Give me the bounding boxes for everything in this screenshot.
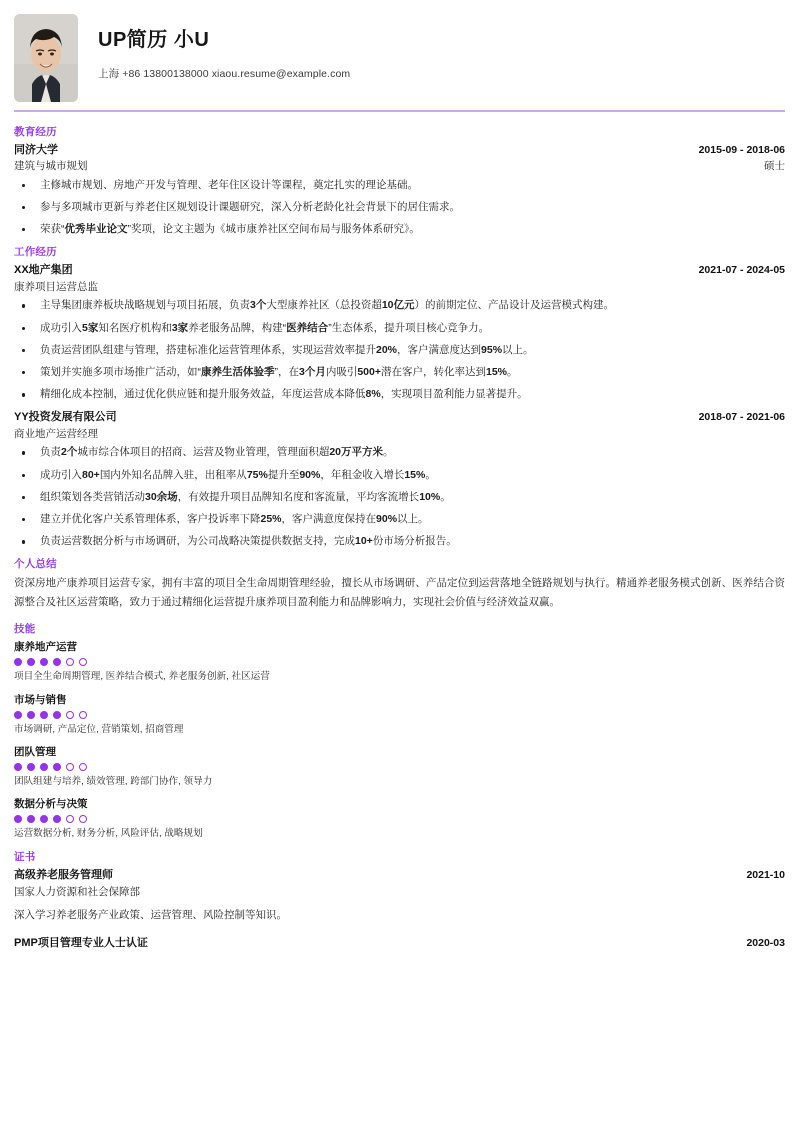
work-date: 2018-07 - 2021-06 [698,411,785,424]
list-item: 成功引入5家知名医疗机构和3家养老服务品牌，构建“医养结合”生态体系，提升项目核心竞争力。 [14,321,785,336]
skill-dot-empty [79,658,87,666]
work-date: 2021-07 - 2024-05 [698,264,785,277]
certificate-name: PMP项目管理专业人士认证 [14,937,148,950]
work-bullets [14,445,785,549]
skill-keywords: 项目全生命周期管理, 医养结合模式, 养老服务创新, 社区运营 [14,671,270,683]
work-entry [14,409,785,549]
skill-dot-filled [14,658,22,666]
skill-dot-filled [53,658,61,666]
work-role: 商业地产运营经理 [14,428,98,441]
skill-item [14,639,785,684]
list-item: 策划并实施多项市场推广活动，如“康养生活体验季”，在3个月内吸引500+潜在客户，转化率达到15%。 [14,365,785,380]
skill-level-dots [14,658,785,666]
header-divider [14,110,785,112]
list-item: 荣获“优秀毕业论文”奖项，论文主题为《城市康养社区空间布局与服务体系研究》。 [14,222,785,237]
page-title: UP简历 小U [98,29,210,51]
spacer [14,613,785,621]
certificate-date: 2021-10 [746,868,785,881]
section-title-skills: 技能 [14,623,36,636]
work-role: 康养项目运营总监 [14,281,98,294]
skills-list [14,639,785,842]
certificate-entry [14,867,785,923]
work-bullets [14,298,785,402]
section-work [14,244,785,549]
skill-keywords: 市场调研, 产品定位, 营销策划, 招商管理 [14,723,184,735]
skill-dot-filled [14,815,22,823]
contact-line: 上海 +86 13800138000 xiaou.resume@example.com [98,68,351,80]
skill-item [14,692,785,737]
resume-header [14,0,785,104]
skill-dot-filled [27,763,35,771]
list-item: 组织策划各类营销活动30余场，有效提升项目品牌知名度和客流量，平均客流增长10%。 [14,490,785,505]
education-major: 建筑与城市规划 [14,160,88,173]
section-education [14,124,785,238]
list-item: 精细化成本控制，通过优化供应链和提升服务效益，年度运营成本降低8%，实现项目盈利能力显著提升。 [14,387,785,402]
company-name: YY投资发展有限公司 [14,411,117,424]
skill-dot-empty [66,763,74,771]
skill-dot-filled [53,711,61,719]
skill-dot-filled [14,763,22,771]
skill-dot-empty [79,815,87,823]
certificate-name: 高级养老服务管理师 [14,868,113,881]
list-item: 主导集团康养板块战略规划与项目拓展，负责3个大型康养社区（总投资超10亿元）的前期定位、产品设计及运营模式构建。 [14,298,785,313]
certificate-entry [14,935,785,952]
certificate-description: 深入学习养老服务产业政策、运营管理、风险控制等知识。 [14,908,287,921]
section-skills [14,621,785,842]
skill-keywords: 团队组建与培养, 绩效管理, 跨部门协作, 领导力 [14,776,213,788]
section-certificates [14,849,785,952]
skill-dot-filled [27,658,35,666]
section-title-certificates: 证书 [14,850,36,863]
list-item: 建立并优化客户关系管理体系，客户投诉率下降25%，客户满意度保持在90%以上。 [14,512,785,527]
section-title-work: 工作经历 [14,246,57,259]
section-title-education: 教育经历 [14,125,57,138]
summary-text: 资深房地产康养项目运营专家，拥有丰富的项目全生命周期管理经验，擅长从市场调研、产品定位到运营落地全链路规划与执行。精通养老服务模式创新、医养结合资源整合及社区运营策略，致力于通过精细化运营提升康养项目盈利能力和品牌影响力，实现社会价值与经济效益双赢。 [14,577,785,608]
skill-name: 市场与销售 [14,693,67,706]
certificate-issuer: 国家人力资源和社会保障部 [14,885,140,898]
skill-name: 康养地产运营 [14,641,77,654]
skill-dot-filled [53,763,61,771]
skill-dot-empty [66,658,74,666]
skill-dot-filled [53,815,61,823]
skill-dot-filled [40,763,48,771]
skill-name: 数据分析与决策 [14,798,88,811]
list-item: 主修城市规划、房地产开发与管理、老年住区设计等课程，奠定扎实的理论基础。 [14,178,785,193]
skill-dot-filled [40,815,48,823]
certificate-date: 2020-03 [746,937,785,950]
education-bullets [14,178,785,238]
skill-dot-filled [40,658,48,666]
identity-block [78,14,350,81]
skill-item [14,744,785,789]
skill-name: 团队管理 [14,746,56,759]
skill-dot-filled [27,711,35,719]
skill-level-dots [14,763,785,771]
list-item: 负责2个城市综合体项目的招商、运营及物业管理，管理面积超20万平方米。 [14,445,785,460]
skill-dot-filled [27,815,35,823]
skill-level-dots [14,711,785,719]
skill-item [14,796,785,841]
school-name: 同济大学 [14,143,58,156]
company-name: XX地产集团 [14,264,73,277]
work-entry [14,262,785,402]
skill-dot-empty [66,711,74,719]
education-entry [14,142,785,238]
skill-dot-filled [14,711,22,719]
section-summary [14,556,785,611]
education-degree: 硕士 [764,160,785,173]
list-item: 负责运营数据分析与市场调研，为公司战略决策提供数据支持，完成10+份市场分析报告。 [14,534,785,549]
skill-keywords: 运营数据分析, 财务分析, 风险评估, 战略规划 [14,828,203,840]
education-date: 2015-09 - 2018-06 [698,143,785,156]
portrait-photo [14,14,78,102]
skill-level-dots [14,815,785,823]
section-title-summary: 个人总结 [14,558,57,571]
skill-dot-empty [79,763,87,771]
skill-dot-filled [40,711,48,719]
skill-dot-empty [66,815,74,823]
portrait-photo-icon [14,14,78,102]
list-item: 成功引入80+国内外知名品牌入驻，出租率从75%提升至90%，年租金收入增长15%。 [14,468,785,483]
skill-dot-empty [79,711,87,719]
list-item: 参与多项城市更新与养老住区规划设计课题研究，深入分析老龄化社会背景下的居住需求。 [14,200,785,215]
list-item: 负责运营团队组建与管理，搭建标准化运营管理体系，实现运营效率提升20%，客户满意度达到95%以上。 [14,343,785,358]
